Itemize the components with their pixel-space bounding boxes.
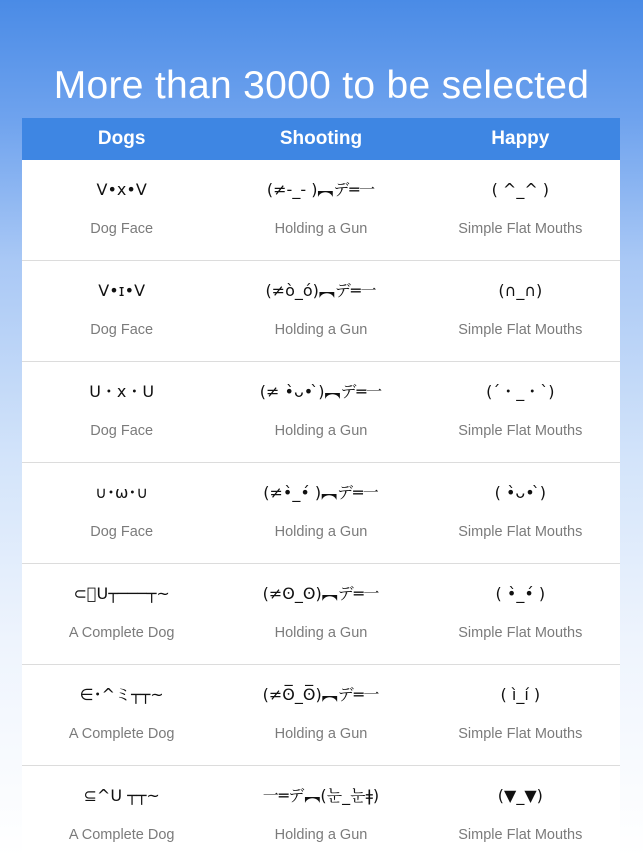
emoticon-cell[interactable]: [221, 766, 420, 857]
emoticon-label: Simple Flat Mouths: [458, 322, 583, 338]
emoticon-label: Holding a Gun: [274, 625, 368, 641]
emoticon-label: Dog Face: [90, 221, 154, 237]
tab-happy[interactable]: Happy: [491, 128, 550, 149]
emoticon-text: (∩_∩): [498, 281, 543, 300]
emoticon-cell[interactable]: [22, 261, 221, 361]
emoticon-text: ( •̀_•́ ): [495, 584, 546, 603]
emoticon-cell[interactable]: [221, 463, 420, 563]
emoticon-label: Dog Face: [90, 524, 154, 540]
emoticon-label: Simple Flat Mouths: [458, 423, 583, 439]
emoticon-label: A Complete Dog: [68, 726, 175, 742]
category-header: [22, 118, 620, 160]
emoticon-cell[interactable]: [22, 463, 221, 563]
emoticon-cell[interactable]: [221, 261, 420, 361]
emoticon-cell[interactable]: [22, 665, 221, 765]
tab-dogs[interactable]: Dogs: [97, 128, 146, 149]
emoticon-label: Simple Flat Mouths: [458, 524, 583, 540]
emoticon-label: Simple Flat Mouths: [458, 221, 583, 237]
emoticon-cell[interactable]: [22, 160, 221, 260]
emoticon-panel: [22, 118, 620, 857]
emoticon-text: ∈･^ミ┬┬~: [79, 685, 164, 704]
emoticon-cell[interactable]: [221, 564, 420, 664]
emoticon-label: A Complete Dog: [68, 625, 175, 641]
emoticon-cell[interactable]: [421, 362, 620, 462]
emoticon-cell[interactable]: [421, 665, 620, 765]
emoticon-label: Simple Flat Mouths: [458, 625, 583, 641]
table-row: [22, 160, 620, 261]
emoticon-text: ⊂ﾟU┬───┬~: [73, 584, 170, 603]
emoticon-label: Dog Face: [90, 322, 154, 338]
emoticon-label: Simple Flat Mouths: [458, 726, 583, 742]
emoticon-text: ⊆^U ┬┬~: [83, 786, 160, 805]
emoticon-text: (≠-_- )︻デ═一: [266, 180, 376, 199]
emoticon-label: A Complete Dog: [68, 827, 175, 843]
emoticon-cell[interactable]: [22, 564, 221, 664]
emoticon-text: U・x・U: [89, 382, 155, 401]
emoticon-label: Holding a Gun: [274, 827, 368, 843]
tab-shooting[interactable]: Shooting: [279, 128, 363, 149]
table-row: [22, 564, 620, 665]
table-row: [22, 463, 620, 564]
emoticon-label: Holding a Gun: [274, 322, 368, 338]
table-row: [22, 665, 620, 766]
emoticon-cell[interactable]: [421, 160, 620, 260]
emoticon-cell[interactable]: [221, 160, 420, 260]
emoticon-text: (´・_・`): [486, 382, 555, 401]
emoticon-text: (≠•̀_•́ )︻デ═一: [263, 483, 379, 502]
emoticon-cell[interactable]: [421, 766, 620, 857]
emoticon-label: Holding a Gun: [274, 524, 368, 540]
emoticon-cell[interactable]: [421, 261, 620, 361]
emoticon-text: V•x•V: [96, 180, 147, 199]
emoticon-cell[interactable]: [22, 362, 221, 462]
emoticon-text: (≠ •̀ᴗ• ̀)︻デ═一: [259, 382, 383, 401]
emoticon-cell[interactable]: [221, 665, 420, 765]
emoticon-label: Holding a Gun: [274, 221, 368, 237]
emoticon-label: Holding a Gun: [274, 726, 368, 742]
emoticon-text: ( ^_^ ): [491, 180, 550, 199]
emoticon-cell[interactable]: [221, 362, 420, 462]
emoticon-cell[interactable]: [22, 766, 221, 857]
emoticon-cell[interactable]: [421, 564, 620, 664]
emoticon-text: ∪･ω･∪: [95, 483, 149, 502]
emoticon-label: Simple Flat Mouths: [458, 827, 583, 843]
table-row: [22, 766, 620, 857]
emoticon-label: Dog Face: [90, 423, 154, 439]
table-row: [22, 362, 620, 463]
emoticon-text: (≠ò_ó)︻デ═一: [265, 281, 377, 300]
table-row: [22, 261, 620, 362]
promo-headline: More than 3000 to be selected: [53, 64, 590, 107]
emoticon-text: (≠ʘ_ʘ)︻デ═一: [262, 584, 380, 603]
emoticon-text: (▼_▼): [497, 786, 543, 805]
emoticon-text: ( ì_í ): [500, 685, 541, 704]
emoticon-label: Holding a Gun: [274, 423, 368, 439]
emoticon-cell[interactable]: [421, 463, 620, 563]
emoticon-text: (≠ʘ̅_ʘ̅)︻デ═一: [262, 685, 380, 704]
emoticon-grid: [22, 160, 620, 857]
emoticon-text: ( •̀ᴗ• ̀): [494, 483, 546, 502]
emoticon-text: 一═デ︻(눈_눈ǂ): [262, 786, 380, 805]
emoticon-text: V•ɪ•V: [98, 281, 146, 300]
